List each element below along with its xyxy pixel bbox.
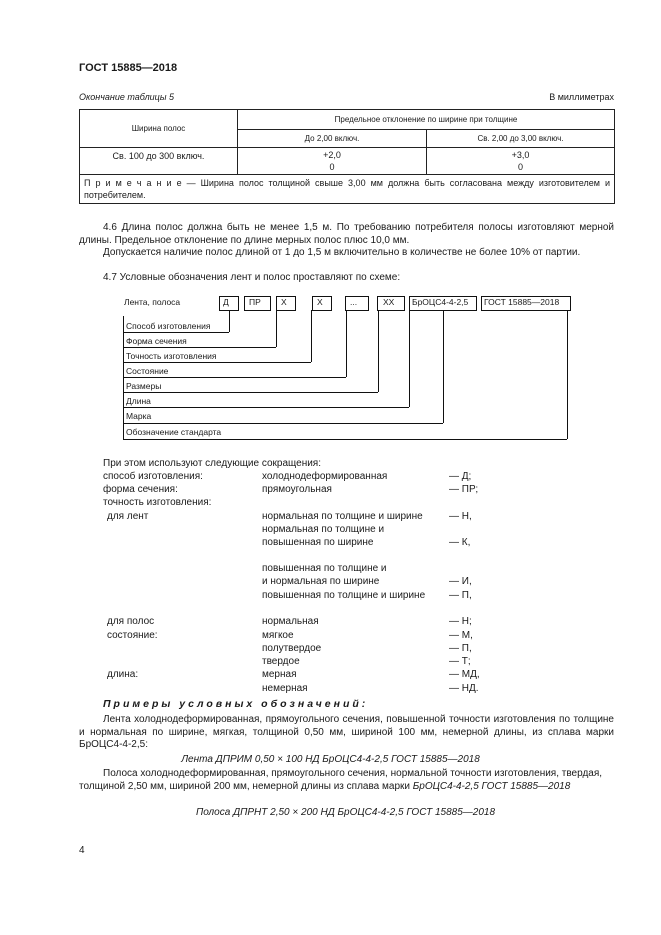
abbr-value: нормальная по толщине и ширине [262, 511, 423, 522]
abbr-code: — Д; [449, 471, 472, 482]
abbr-code: — М, [449, 630, 473, 641]
examples-heading: Примеры условных обозначений: [103, 698, 369, 710]
code-length: ХХ [383, 297, 395, 307]
leader-sizes [123, 392, 378, 393]
abbr-value: повышенная по ширине [262, 537, 374, 548]
abbr-code: — НД. [449, 683, 479, 694]
sub-header-1: До 2,00 включ. [238, 130, 427, 148]
code-state: Х [317, 297, 323, 307]
leader-method [123, 332, 229, 333]
col-header-width: Ширина полос [80, 110, 238, 148]
drop-shape [276, 310, 277, 347]
example-2-text-a: Полоса холоднодеформированная, прямоугольного сечения, нормальной точности изготовления, твердая, толщиной 2,50 мм, шириной 200 мм, немерной длины из сплава марки [79, 768, 603, 792]
example-1-code: Лента ДПРИМ 0,50 × 100 НД БрОЦС4-4-2,5 ГОСТ 15885—2018 [181, 754, 480, 765]
leader-grade [123, 423, 443, 424]
dev-1-upper: +2,0 [323, 150, 341, 160]
abbr-code: — П, [449, 643, 472, 654]
abbr-code: — Т; [449, 656, 471, 667]
abbr-code: — К, [449, 537, 471, 548]
abbr-label: состояние: [107, 630, 158, 641]
page-number: 4 [79, 845, 85, 856]
paragraph-4-7: 4.7 Условные обозначения лент и полос проставляют по схеме: [103, 272, 401, 283]
code-grade: БрОЦС4-4-2,5 [412, 297, 469, 307]
leader-length [123, 407, 409, 408]
abbr-value: повышенная по толщине и ширине [262, 590, 426, 601]
drop-method [229, 310, 230, 332]
abbr-code: — Н; [449, 616, 472, 627]
dev-2-lower: 0 [518, 162, 524, 172]
abbr-value: повышенная по толщине и [262, 563, 387, 574]
row-dev-1 [238, 148, 427, 175]
leader-accuracy [123, 362, 311, 363]
drop-length [409, 310, 410, 407]
abbr-value: полутвердое [262, 643, 322, 654]
abbr-value: холоднодеформированная [262, 471, 388, 482]
scheme-left-bar [123, 316, 124, 440]
code-box-method [219, 296, 239, 311]
scheme-row-accuracy: Точность изготовления [126, 351, 217, 361]
table-caption: Окончание таблицы 5 [79, 92, 174, 102]
scheme-row-state: Состояние [126, 366, 169, 376]
abbr-value: и нормальная по ширине [262, 576, 380, 587]
abbr-label: для полос [107, 616, 155, 627]
abbr-label: длина: [107, 669, 139, 680]
example-1-text: Лента холоднодеформированная, прямоугольного сечения, повышенной точности изготовления по толщине и нормальная по ширине, мягкая, толщиной 0,50 мм, шириной 100 мм, немерной длины, из сплава марки БрОЦС4-4-2,5: [79, 714, 614, 750]
paragraph-4-6-b: Допускается наличие полос длиной от 1 до 1,5 м включительно в количестве не более 10% от партии. [103, 247, 581, 258]
dev-1-lower: 0 [329, 162, 335, 172]
abbr-value: мягкое [262, 630, 294, 641]
drop-state [346, 310, 347, 377]
scheme-row-standard: Обозначение стандарта [126, 427, 222, 437]
code-accuracy: Х [281, 297, 287, 307]
scheme-head: Лента, полоса [124, 297, 181, 307]
drop-accuracy [311, 310, 312, 362]
units-label: В миллиметрах [549, 92, 614, 102]
abbr-value: нормальная [262, 616, 319, 627]
drop-grade [443, 310, 444, 423]
example-2-code: Полоса ДПРНТ 2,50 × 200 НД БрОЦС4-4-2,5 ГОСТ 15885—2018 [195, 807, 496, 818]
code-shape: ПР [249, 297, 261, 307]
leader-standard [123, 439, 567, 440]
abbr-value: твердое [262, 656, 300, 667]
abbr-code: — МД, [449, 669, 480, 680]
abbr-value: мерная [262, 669, 297, 680]
abbr-code: — ПР; [449, 484, 479, 495]
abbr-label: точность изготовления: [103, 497, 212, 508]
abbr-code: — П, [449, 590, 472, 601]
scheme-row-sizes: Размеры [126, 381, 162, 391]
group-header: Предельное отклонение по ширине при толщине [238, 110, 615, 130]
drop-standard [567, 310, 568, 439]
example-2-text [79, 768, 614, 793]
code-sizes: ... [350, 297, 358, 307]
tolerance-table [79, 109, 615, 204]
abbr-code: — Н, [449, 511, 472, 522]
table-note: П р и м е ч а н и е — Ширина полос толщиной свыше 3,00 мм должна быть согласована между изготовителем и потребителем. [80, 175, 615, 204]
drop-sizes [378, 310, 379, 392]
scheme-row-shape: Форма сечения [126, 336, 187, 346]
abbr-value: немерная [262, 683, 308, 694]
abbr-value: прямоугольная [262, 484, 332, 495]
leader-state [123, 377, 346, 378]
dev-2-upper: +3,0 [511, 150, 530, 160]
abbr-label: способ изготовления: [103, 471, 203, 482]
scheme-row-length: Длина [126, 396, 151, 406]
row-width: Св. 100 до 300 включ. [80, 148, 238, 175]
scheme-row-grade: Марка [126, 411, 152, 421]
scheme-row-method: Способ изготовления [126, 321, 211, 331]
example-2-text-b: БрОЦС4-4-2,5 ГОСТ 15885—2018 [412, 780, 571, 792]
abbr-intro: При этом используют следующие сокращения: [103, 458, 321, 469]
leader-shape [123, 347, 276, 348]
paragraph-4-6: 4.6 Длина полос должна быть не менее 1,5 м. По требованию потребителя полосы изготовляют мерной длины. Предельное отклонение по длине мерных полос плюс 10,0 мм. [79, 222, 614, 246]
code-standard: ГОСТ 15885—2018 [484, 297, 560, 307]
code-method: Д [223, 297, 229, 307]
abbr-label: форма сечения: [103, 484, 178, 495]
standard-title: ГОСТ 15885—2018 [79, 62, 178, 74]
row-dev-2 [427, 148, 615, 175]
abbr-value: нормальная по толщине и [262, 524, 385, 535]
sub-header-2: Св. 2,00 до 3,00 включ. [427, 130, 615, 148]
abbr-label: для лент [107, 511, 149, 522]
abbr-code: — И, [449, 576, 472, 587]
